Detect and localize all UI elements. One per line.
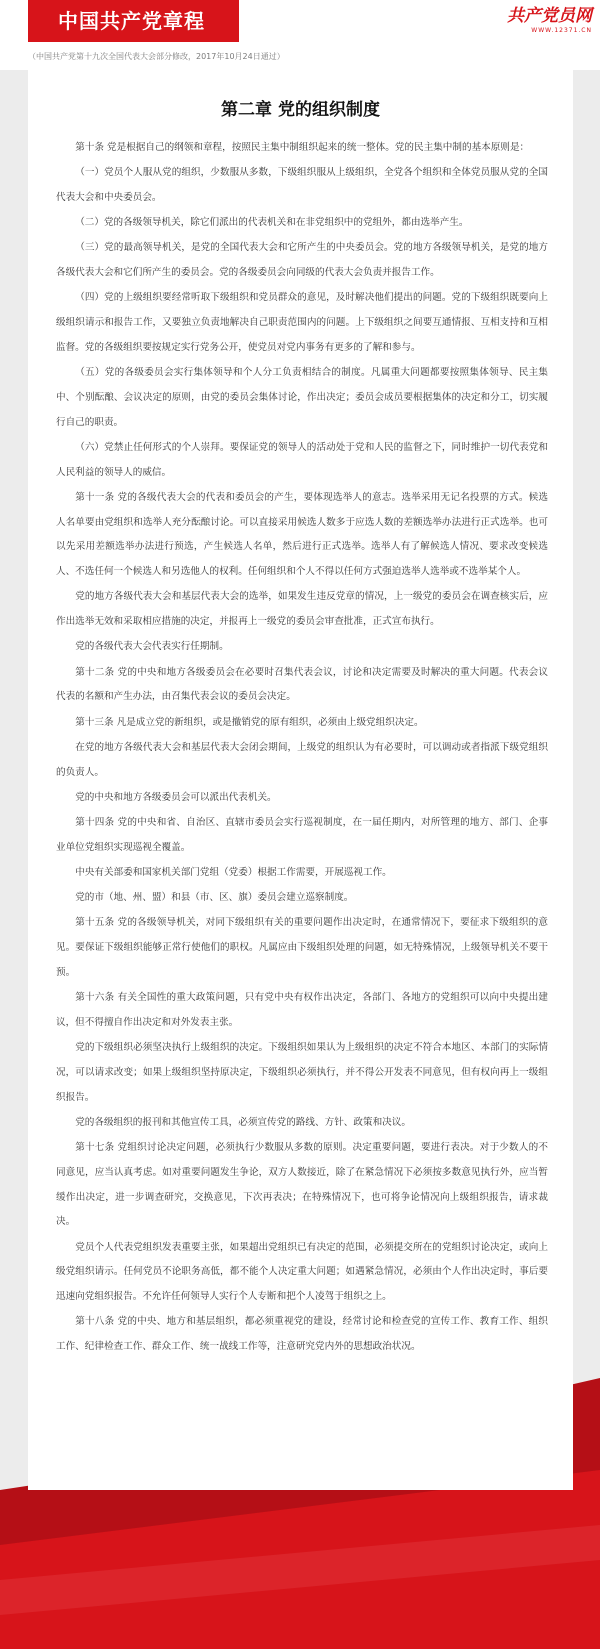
paragraph: 第十七条 党组织讨论决定问题，必须执行少数服从多数的原则。决定重要问题，要进行表决。对于少数人的不同意见，应当认真考虑。如对重要问题发生争论，双方人数接近，除了在紧急情况下必须按多数意见执行外，应当暂缓作出决定，进一步调查研究，交换意见，下次再表决；在特殊情况下，也可将争论情况向上级组织报告，请求裁决。 <box>56 1142 548 1228</box>
paragraph: （四）党的上级组织要经常听取下级组织和党员群众的意见，及时解决他们提出的问题。党的下级组织既要向上级组织请示和报告工作，又要独立负责地解决自己职责范围内的问题。上下级组织之间要互通情报、互相支持和互相监督。党的各级组织要按规定实行党务公开，使党员对党内事务有更多的了解和参与。 <box>56 292 548 353</box>
paragraph: 第十二条 党的中央和地方各级委员会在必要时召集代表会议，讨论和决定需要及时解决的重大问题。代表会议代表的名额和产生办法，由召集代表会议的委员会决定。 <box>56 666 548 703</box>
header <box>0 0 600 70</box>
article-body <box>56 136 548 1360</box>
paragraph: 在党的地方各级代表大会和基层代表大会闭会期间，上级党的组织认为有必要时，可以调动或者指派下级党组织的负责人。 <box>56 741 548 778</box>
paragraph: 党的中央和地方各级委员会可以派出代表机关。 <box>75 791 277 803</box>
header-title: 中国共产党章程 <box>58 9 205 33</box>
paragraph: （三）党的最高领导机关，是党的全国代表大会和它所产生的中央委员会。党的地方各级领导机关，是党的地方各级代表大会和它们所产生的委员会。党的各级委员会向同级的代表大会负责并报告工作。 <box>56 242 548 279</box>
paragraph: 第十条 党是根据自己的纲领和章程，按照民主集中制组织起来的统一整体。党的民主集中制的基本原则是： <box>75 142 530 153</box>
paragraph: 第十三条 凡是成立党的新组织，或是撤销党的原有组织，必须由上级党组织决定。 <box>75 716 424 728</box>
paragraph: 党的市（地、州、盟）和县（市、区、旗）委员会建立巡察制度。 <box>75 892 354 904</box>
paragraph: 党的各级代表大会代表实行任期制。 <box>75 641 229 653</box>
paragraph: （五）党的各级委员会实行集体领导和个人分工负责相结合的制度。凡属重大问题都要按照集体领导、民主集中、个别酝酿、会议决定的原则，由党的委员会集体讨论，作出决定；委员会成员要根据集体的决定和分工，切实履行自己的职责。 <box>56 367 548 428</box>
site-logo <box>502 6 592 36</box>
paragraph: 党的地方各级代表大会和基层代表大会的选举，如果发生违反党章的情况，上一级党的委员会在调查核实后，应作出选举无效和采取相应措施的决定，并报再上一级党的委员会审查批准，正式宣布执行。 <box>56 591 548 628</box>
header-subtitle: （中国共产党第十九次全国代表大会部分修改，2017年10月24日通过） <box>28 52 285 61</box>
logo-url: WWW.12371.CN <box>531 27 592 34</box>
paragraph: 第十一条 党的各级代表大会的代表和委员会的产生，要体现选举人的意志。选举采用无记名投票的方式。候选人名单要由党组织和选举人充分酝酿讨论。可以直接采用候选人数多于应选人数的差额选举办法进行正式选举。也可以先采用差额选举办法进行预选，产生候选人名单，然后进行正式选举。选举人有了解候选人情况、要求改变候选人、不选任何一个候选人和另选他人的权利。任何组织和个人不得以任何方式强迫选举人选举或不选举某个人。 <box>56 491 548 578</box>
logo-text: 共产党员网 <box>507 6 592 26</box>
paragraph: 第十四条 党的中央和省、自治区、直辖市委员会实行巡视制度，在一届任期内，对所管理的地方、部门、企事业单位党组织实现巡视全覆盖。 <box>56 816 548 853</box>
paragraph: 中央有关部委和国家机关部门党组（党委）根据工作需要，开展巡视工作。 <box>75 866 392 878</box>
content-panel <box>28 70 573 1490</box>
paragraph: 党员个人代表党组织发表重要主张，如果超出党组织已有决定的范围，必须提交所在的党组织讨论决定，或向上级党组织请示。任何党员不论职务高低，都不能个人决定重大问题；如遇紧急情况，必须由个人作出决定时，事后要迅速向党组织报告。不允许任何领导人实行个人专断和把个人凌驾于组织之上。 <box>56 1241 548 1303</box>
paragraph: 第十六条 有关全国性的重大政策问题，只有党中央有权作出决定，各部门、各地方的党组织可以向中央提出建议，但不得擅自作出决定和对外发表主张。 <box>56 992 548 1028</box>
paragraph: （一）党员个人服从党的组织，少数服从多数，下级组织服从上级组织，全党各个组织和全体党员服从党的全国代表大会和中央委员会。 <box>56 167 548 203</box>
paragraph: 党的各级组织的报刊和其他宣传工具，必须宣传党的路线、方针、政策和决议。 <box>75 1116 411 1128</box>
paragraph: 第十八条 党的中央、地方和基层组织，都必须重视党的建设，经常讨论和检查党的宣传工作、教育工作、组织工作、纪律检查工作、群众工作、统一战线工作等，注意研究党内外的思想政治状况。 <box>56 1316 548 1353</box>
paragraph: （六）党禁止任何形式的个人崇拜。要保证党的领导人的活动处于党和人民的监督之下，同时维护一切代表党和人民利益的领导人的威信。 <box>56 441 548 478</box>
paragraph: （二）党的各级领导机关，除它们派出的代表机关和在非党组织中的党组外，都由选举产生。 <box>75 217 469 229</box>
chapter-title: 第二章 党的组织制度 <box>221 100 380 120</box>
paragraph: 第十五条 党的各级领导机关，对同下级组织有关的重要问题作出决定时，在通常情况下，要征求下级组织的意见。要保证下级组织能够正常行使他们的职权。凡属应由下级组织处理的问题，如无特殊情况，上级领导机关不要干预。 <box>56 917 548 978</box>
paragraph: 党的下级组织必须坚决执行上级组织的决定。下级组织如果认为上级组织的决定不符合本地区、本部门的实际情况，可以请求改变；如果上级组织坚持原决定，下级组织必须执行，并不得公开发表不同意见，但有权向再上一级组织报告。 <box>56 1042 548 1103</box>
